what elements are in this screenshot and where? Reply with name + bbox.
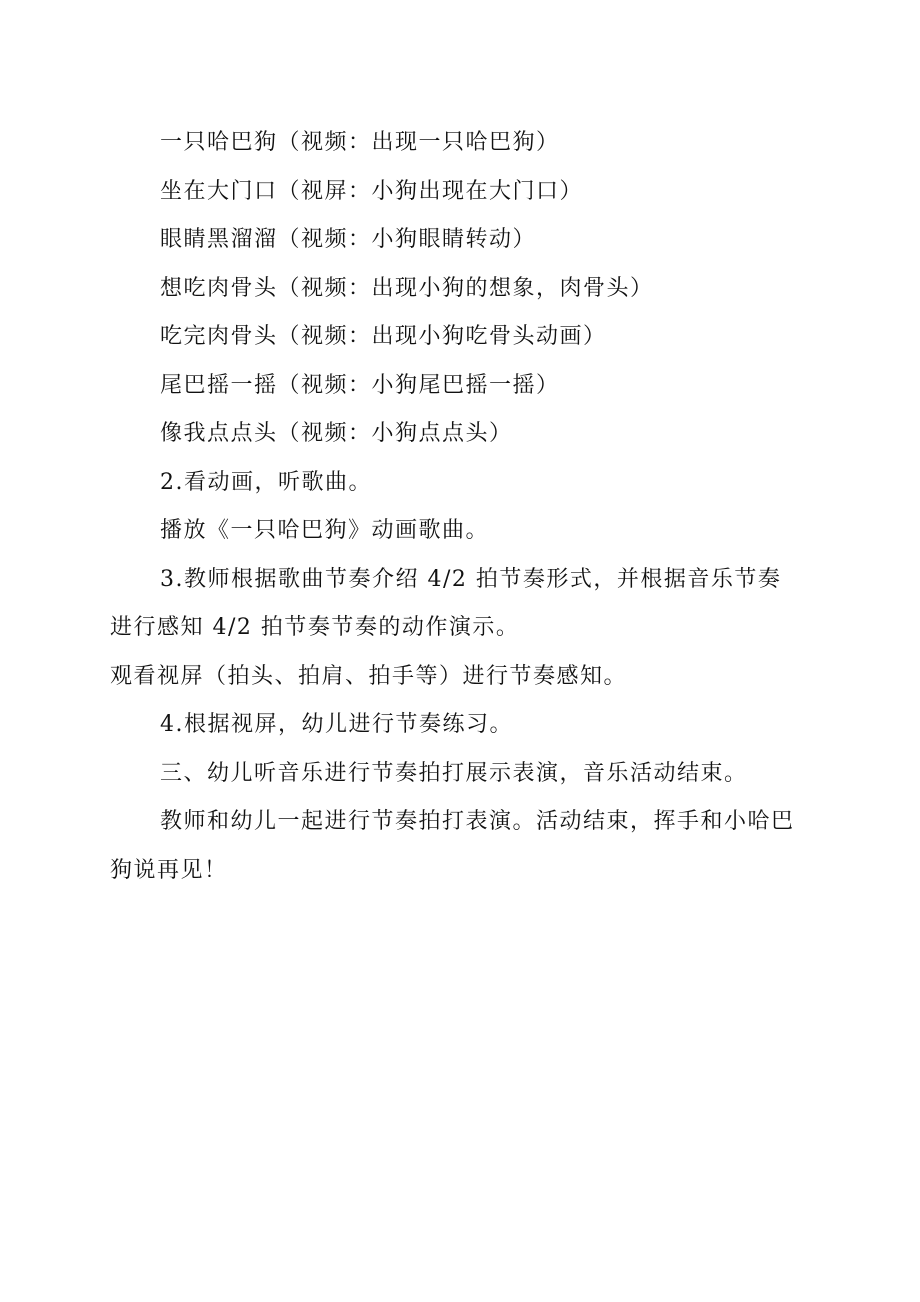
body-line: 想吃肉骨头（视频：出现小狗的想象，肉骨头） — [160, 275, 654, 301]
body-line: 像我点点头（视频：小狗点点头） — [160, 421, 513, 446]
section-heading: 三、幼儿听音乐进行节奏拍打展示表演，音乐活动结束。 — [160, 760, 748, 786]
body-line: 播放《一只哈巴狗》动画歌曲。 — [160, 518, 490, 543]
body-line: 一只哈巴狗（视频：出现一只哈巴狗） — [160, 130, 560, 155]
step-heading: 3.教师根据歌曲节奏介绍 4/2 拍节奏形式，并根据音乐节奏 — [160, 566, 782, 592]
body-line: 吃完肉骨头（视频：出现小狗吃骨头动画） — [160, 324, 607, 349]
body-line: 进行感知 4/2 拍节奏节奏的动作演示。 — [110, 615, 520, 640]
body-line: 教师和幼儿一起进行节奏拍打表演。活动结束，挥手和小哈巴 — [160, 809, 795, 834]
document-body — [110, 119, 822, 895]
step-heading: 4.根据视屏，幼儿进行节奏练习。 — [160, 712, 513, 737]
body-line: 观看视屏（拍头、拍肩、拍手等）进行节奏感知。 — [110, 663, 628, 689]
body-line: 狗说再见！ — [110, 857, 228, 883]
body-line: 坐在大门口（视屏：小狗出现在大门口） — [160, 178, 584, 204]
step-heading: 2.看动画，听歌曲。 — [160, 469, 372, 495]
body-line: 尾巴摇一摇（视频：小狗尾巴摇一摇） — [160, 372, 560, 398]
body-line: 眼睛黑溜溜（视频：小狗眼睛转动） — [160, 227, 537, 252]
